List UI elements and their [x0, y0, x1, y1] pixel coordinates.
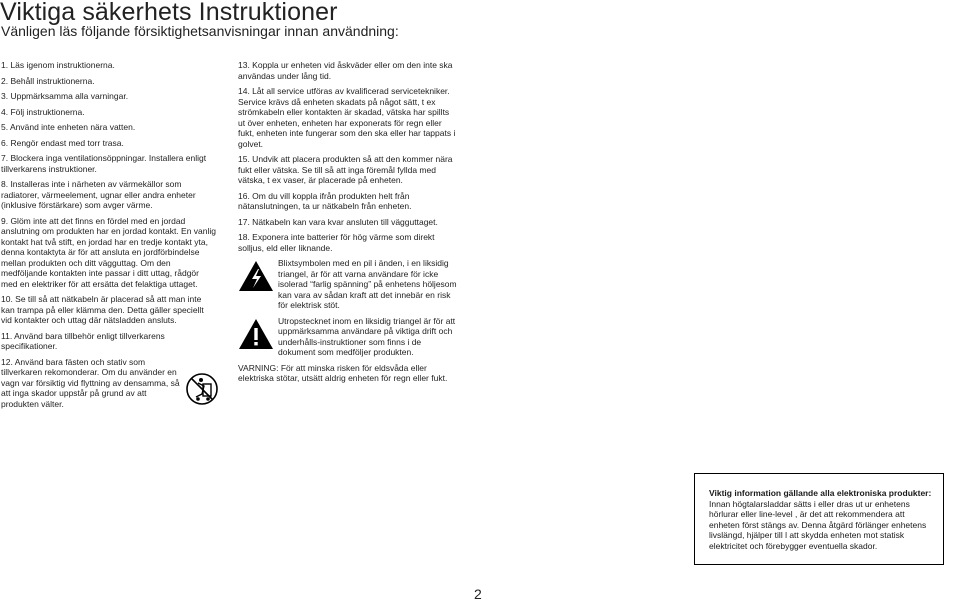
page-number: 2	[474, 586, 482, 602]
lightning-symbol-text: Blixtsymbolen med en pil i änden, i en liksidig triangel, är för att varna användare för icke isolerad “farlig spänning” på enhetens höljesom kan vara av sådan kraft att det innebär en risk för elektrisk stöt.	[278, 258, 457, 310]
instruction-13: 13. Koppla ur enheten vid åskväder eller om den inte ska användas under lång tid.	[238, 60, 453, 81]
cart-tip-over-icon	[186, 372, 218, 406]
warning-text: VARNING: För att minska risken för eldsvåda eller elektriska stötar, utsätt aldrig enheten för regn eller fukt.	[238, 362, 448, 383]
right-column	[238, 60, 458, 389]
instruction-18: 18. Exponera inte batterier för hög värme som direkt solljus, eld eller liknande.	[238, 232, 435, 253]
lightning-symbol-block	[238, 258, 458, 311]
info-box-heading: Viktig information gällande alla elektroniska produkter:	[709, 488, 932, 498]
instruction-7: 7. Blockera inga ventilationsöppningar. Installera enligt tillverkarens instruktioner.	[1, 153, 207, 174]
page-title: Viktiga säkerhets Instruktioner	[0, 0, 338, 26]
lightning-triangle-icon	[238, 260, 274, 292]
instruction-6: 6. Rengör endast med torr trasa.	[1, 137, 124, 148]
instruction-11: 11. Använd bara tillbehör enligt tillverkarens specifikationer.	[1, 330, 165, 351]
instruction-8: 8. Installeras inte i närheten av värmekällor som radiatorer, värmeelement, ugnar eller andra enheter (inklusive förstärkare) som avger värme.	[1, 179, 196, 210]
instruction-3: 3. Uppmärksamma alla varningar.	[1, 91, 129, 101]
instruction-1: 1. Läs igenom instruktionerna.	[1, 60, 115, 70]
instruction-12: 12. Använd bara fästen och stativ som tillverkaren rekomonderar. Om du använder en vagn var försiktig vid flyttning av densamma, så att inga skador uppstår på grund av att produkten välter.	[1, 356, 180, 409]
info-box	[694, 473, 944, 565]
instruction-9: 9. Glöm inte att det finns en fördel med en jordad anslutning om produkten har en jordad kontakt. En vanlig kontakt hat två stift, en jordad har en tredje kontakt yta, denna kontaktyta är för att ansluta en jordförbindelse mellan produkten och ditt vägguttag. Om den medföljande kontakten inte passar i ditt uttag, rådgör med en elektriker för att ersätta det felaktiga uttaget.	[1, 215, 216, 289]
instruction-17: 17. Nätkabeln kan vara kvar ansluten till vägguttaget.	[238, 216, 438, 227]
instruction-2: 2. Behåll instruktionerna.	[1, 75, 95, 86]
instruction-4: 4. Följ instruktionerna.	[1, 106, 85, 117]
instruction-15: 15. Undvik att placera produkten så att den kommer nära fukt eller vätska. Se till så att inga föremål fyllda med vätska, t ex vaser, är placerade på enheten.	[238, 154, 453, 185]
left-column	[1, 60, 216, 414]
exclamation-symbol-block	[238, 316, 458, 358]
instruction-10: 10. Se till så att nätkabeln är placerad så att man inte kan trampa på eller klämma den. Detta gäller speciellt vid kontakter och uttag där nätsladden ansluts.	[1, 294, 204, 325]
instruction-16: 16. Om du vill koppla ifrån produkten helt från nätanslutningen, ta ur nätkabeln från enheten.	[238, 190, 412, 211]
info-box-body: Innan högtalarsladdar sätts i eller dras ut ur enhetens hörlurar eller line-level , är det att rekommendera att enheten först stängs av. Denna åtgärd förlänger enhetens livslängd, hjälper till l att skydda enheten mot statisk elektricitet och förebygger eventuella skador.	[709, 498, 927, 551]
page-subtitle: Vänligen läs följande försiktighetsanvisningar innan användning:	[1, 23, 399, 39]
instruction-14: 14. Låt all service utföras av kvalificerad servicetekniker. Service krävs då enheten skadats på något sätt, t ex strömkabeln eller kontakten är skadad, vätska har spillts ut över enheten, enheten har exponerats för regn eller fukt, enheten inte fungerar som den ska eller har tappats i golvet.	[238, 86, 456, 149]
exclamation-symbol-text: Utropstecknet inom en liksidig triangel är för att uppmärksamma användare på viktiga drift och underhålls-instruktioner som finns i de dokument som medföljer produkten.	[278, 315, 456, 357]
instruction-5: 5. Använd inte enheten nära vatten.	[1, 122, 136, 132]
exclamation-triangle-icon	[238, 318, 274, 350]
